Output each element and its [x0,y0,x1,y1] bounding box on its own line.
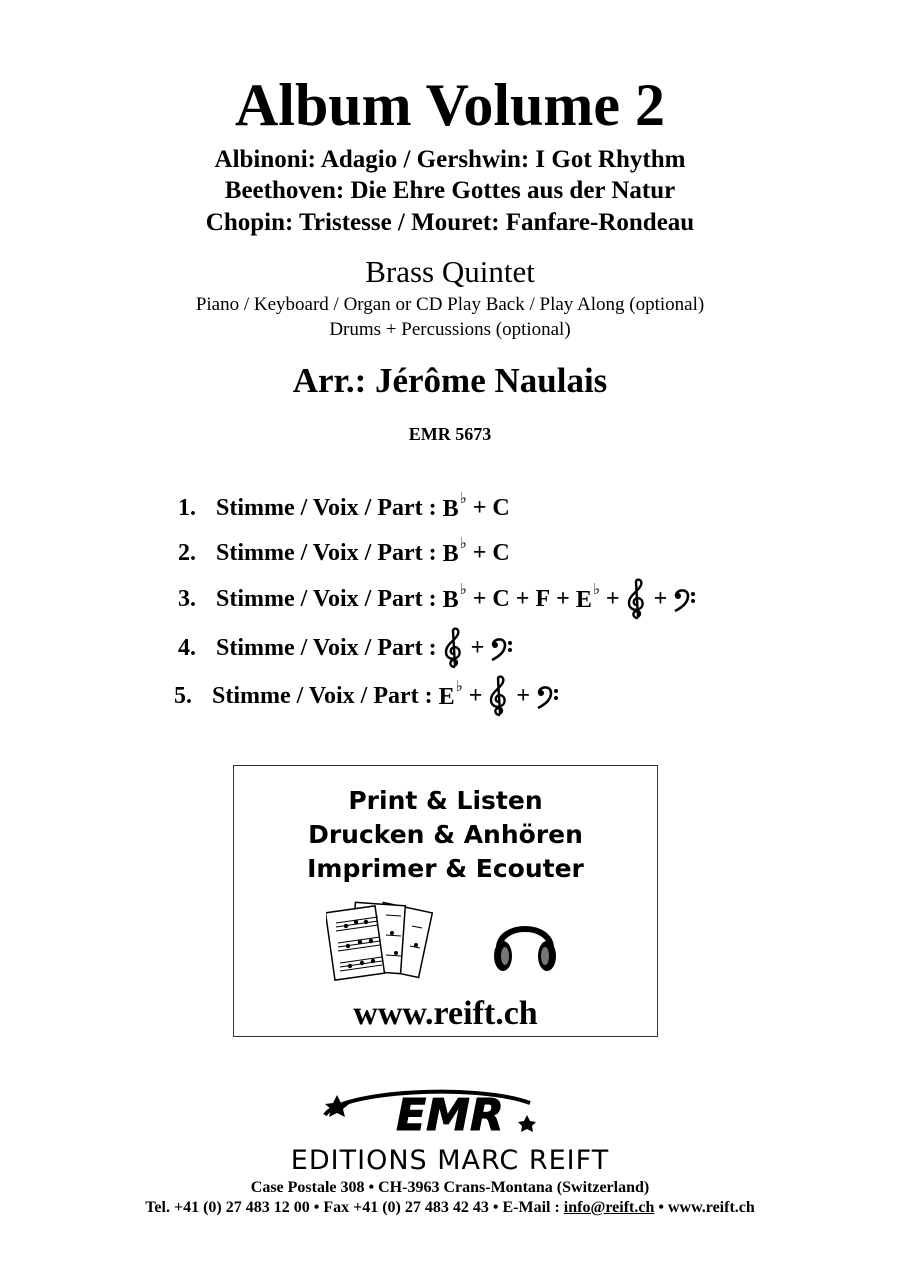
treble-clef-icon [488,675,510,717]
plus-sign: + [605,585,620,612]
svg-text:EMR: EMR [396,1090,504,1141]
plus-sign: + [470,634,485,661]
contact-phone-fax: Tel. +41 (0) 27 483 12 00 • Fax +41 (0) 27 483 42 43 • E-Mail : [145,1199,564,1216]
emr-logo [255,1085,645,1145]
promo-url[interactable]: www.reift.ch [353,995,538,1032]
part-number: 5. [174,682,192,709]
part-label: Stimme / Voix / Part : [212,682,433,709]
key-label: B♭ [442,536,467,567]
key-label: C [492,539,510,566]
piece-line-3: Chopin: Tristesse / Mouret: Fanfare-Rondeau [205,209,695,236]
plus-sign: + [472,539,487,566]
promo-line-3: Imprimer & Ecouter [307,854,584,883]
plus-sign: + [515,585,530,612]
publisher-address: Case Postale 308 • CH-3963 Crans-Montana (Switzerland) [250,1179,650,1196]
bass-clef-icon [536,682,560,709]
key-label: F [535,585,551,612]
piece-line-2: Beethoven: Die Ehre Gottes aus der Natur [224,177,676,204]
bass-clef-icon [490,634,514,661]
sheet-music-icon [326,901,441,986]
part-row [178,628,514,668]
treble-clef-icon [443,627,465,669]
part-row [178,488,510,528]
email-link[interactable]: info@reift.ch [563,1199,655,1216]
part-label: Stimme / Voix / Part : [216,494,437,521]
plus-sign: + [516,682,531,709]
headphones-icon [489,906,561,978]
plus-sign: + [653,585,668,612]
contact-website: • www.reift.ch [654,1199,755,1216]
plus-sign: + [556,585,570,612]
part-number: 4. [178,634,196,661]
part-number: 3. [178,585,196,612]
part-number: 2. [178,539,196,566]
key-label: C [492,494,510,521]
key-label: E♭ [438,679,463,710]
publisher-contact [0,1198,900,1218]
accompaniment-line-2: Drums + Percussions (optional) [329,319,571,340]
accompaniment-line-1: Piano / Keyboard / Organ or CD Play Back / Play Along (optional) [195,294,705,315]
key-label: B♭ [442,491,467,522]
publisher-name: EDITIONS MARC REIFT [290,1145,610,1176]
plus-sign: + [472,585,487,612]
ensemble: Brass Quintet [365,254,535,289]
part-label: Stimme / Voix / Part : [216,585,437,612]
arranger: Arr.: Jérôme Naulais [292,361,608,400]
piece-line-1: Albinoni: Adagio / Gershwin: I Got Rhythm [214,146,686,173]
plus-sign: + [472,494,487,521]
bass-clef-icon [673,585,697,612]
promo-box [233,765,658,1037]
part-number: 1. [178,494,196,521]
page-title: Album Volume 2 [234,72,666,138]
part-row [178,533,510,573]
part-label: Stimme / Voix / Part : [216,539,437,566]
part-row [178,579,697,619]
plus-sign: + [468,682,483,709]
key-label: E♭ [575,582,600,613]
treble-clef-icon [626,578,648,620]
part-row [174,676,560,716]
key-label: B♭ [442,582,467,613]
promo-line-1: Print & Listen [348,786,543,815]
part-label: Stimme / Voix / Part : [216,634,437,661]
catalog-number: EMR 5673 [408,424,492,444]
promo-line-2: Drucken & Anhören [308,820,583,849]
key-label: C [492,585,510,612]
